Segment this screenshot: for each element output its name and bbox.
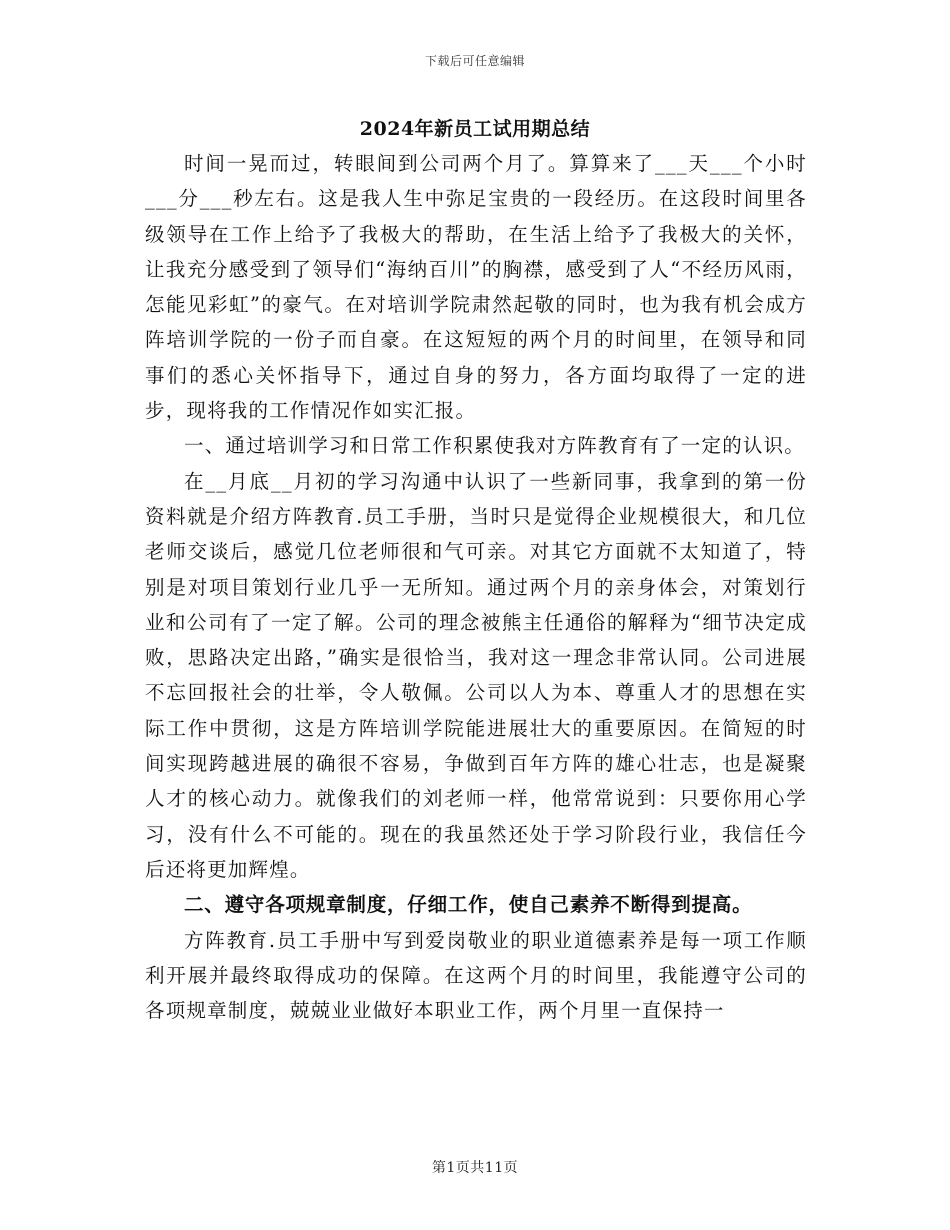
section-heading-2: 二、遵守各项规章制度，仔细工作，使自己素养不断得到提高。 xyxy=(184,893,753,917)
page-number: 第1页共11页 xyxy=(431,1160,519,1176)
paragraph-section-2: 方阵教育.员工手册中写到爱岗敬业的职业道德素养是每一项工作顺利开展并最终取得成功的保障。在这两个月的时间里，我能遵守公司的各项规章制度，兢兢业业做好本职业工作，两个月里一直保持一 xyxy=(145,928,807,1023)
header-note: 下载后可任意编辑 xyxy=(424,54,525,68)
paragraph-intro: 时间一晃而过，转眼间到公司两个月了。算算来了___天___个小时___分___秒左右。这是我人生中弥足宝贵的一段经历。在这段时间里各级领导在工作上给予了我极大的帮助，在生活上给予了我极大的关怀，让我充分感受到了领导们“海纳百川”的胸襟，感受到了人“不经历风雨，怎能见彩虹”的豪气。在对培训学院肃然起敬的同时，也为我有机会成方阵培训学院的一份子而自豪。在这短短的两个月的时间里，在领导和同事们的悉心关怀指导下，通过自身的努力，各方面均取得了一定的进步，现将我的工作情况作如实汇报。 xyxy=(145,152,807,423)
document-title: 2024年新员工试用期总结 xyxy=(359,118,591,140)
paragraph-section-1: 在__月底__月初的学习沟通中认识了一些新同事，我拿到的第一份资料就是介绍方阵教育.员工手册，当时只是觉得企业规模很大，和几位老师交谈后，感觉几位老师很和气可亲。对其它方面就不太知道了，特别是对项目策划行业几乎一无所知。通过两个月的亲身体会，对策划行业和公司有了一定了解。公司的理念被熊主任通俗的解释为“细节决定成败，思路决定出路，”确实是很恰当，我对这一理念非常认同。公司进展不忘回报社会的壮举，令人敬佩。公司以人为本、尊重人才的思想在实际工作中贯彻，这是方阵培训学院能进展壮大的重要原因。在简短的时间实现跨越进展的确很不容易，争做到百年方阵的雄心壮志，也是凝聚人才的核心动力。就像我们的刘老师一样，他常常说到：只要你用心学习，没有什么不可能的。现在的我虽然还处于学习阶段行业，我信任今后还将更加辉煌。 xyxy=(145,469,807,881)
section-heading-1: 一、通过培训学习和日常工作积累使我对方阵教育有了一定的认识。 xyxy=(184,434,806,458)
document-body xyxy=(145,146,807,1028)
